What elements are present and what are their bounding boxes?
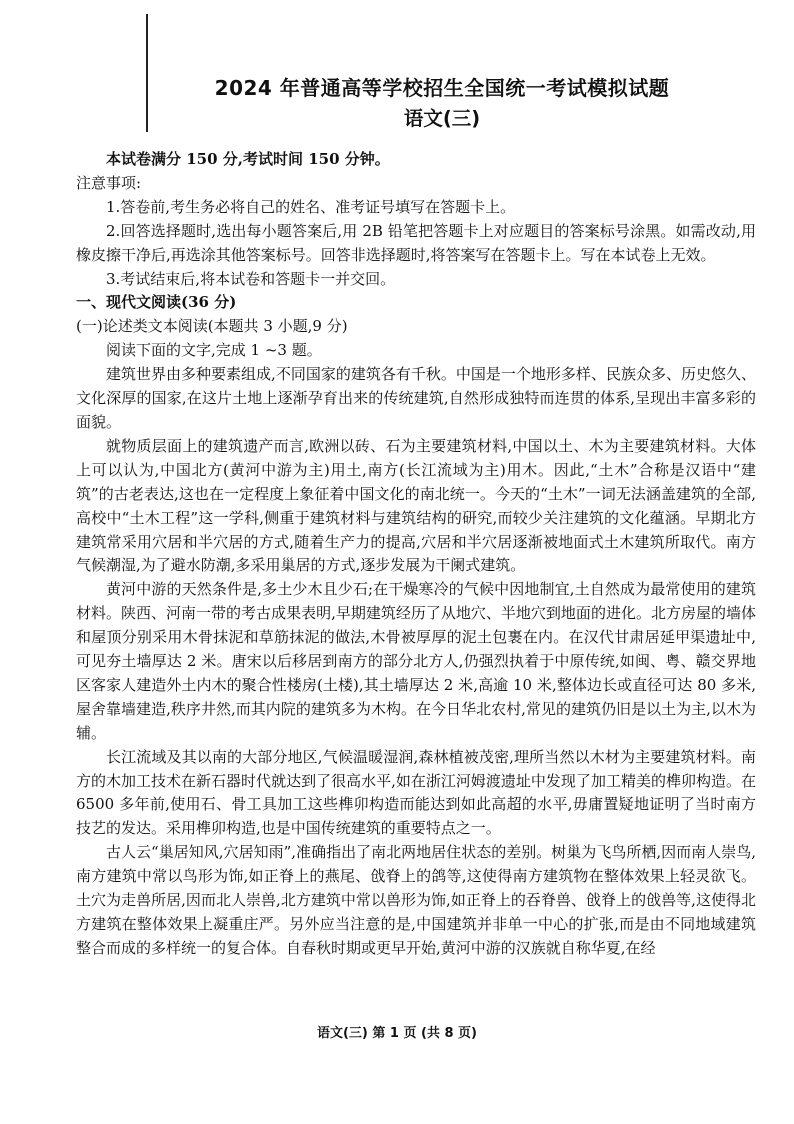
exam-header bbox=[0, 72, 794, 131]
exam-body bbox=[76, 148, 756, 961]
notice-item-1: 1.答卷前,考生务必将自己的姓名、准考证号填写在答题卡上。 bbox=[106, 197, 516, 216]
passage-paragraph-3: 黄河中游的天然条件是,多土少木且少石;在干燥寒冷的气候中因地制宜,土自然成为最常使用的建筑材料。陕西、河南一带的考古成果表明,早期建筑经历了从地穴、半地穴到地面的进化。北方房屋的墙体和屋顶分别采用木骨抹泥和草筋抹泥的做法,木骨被厚厚的泥土包裹在内。在汉代甘肃居延甲渠遗址中,可见夯土墙厚达 2 米。唐宋以后移居到南方的部分北方人,仍强烈执着于中原传统,如闽、粤、赣交界地区客家人建造外土内木的聚合性楼房(土楼),其土墙厚达 2 米,高逾 10 米,整体边长或直径可达 80 多米,屋舍靠墙建造,秩序井然,而其内院的建筑多为木构。在今日华北农村,常见的建筑仍旧是以土为主,以木为辅。 bbox=[76, 580, 756, 742]
passage-paragraph-4: 长江流域及其以南的大部分地区,气候温暖湿润,森林植被茂密,理所当然以木材为主要建筑材料。南方的木加工技术在新石器时代就达到了很高水平,如在浙江河姆渡遗址中发现了加工精美的榫卯构造。在 6500 多年前,使用石、骨工具加工这些榫卯构造而能达到如此高超的水平,毋庸置疑地证明了当时南方技艺的发达。采用榫卯构造,也是中国传统建筑的重要特点之一。 bbox=[76, 747, 756, 838]
passage-paragraph-1: 建筑世界由多种要素组成,不同国家的建筑各有千秋。中国是一个地形多样、民族众多、历史悠久、文化深厚的国家,在这片土地上逐渐孕育出来的传统建筑,自然形成独特而连贯的体系,呈现出丰富多彩的面貌。 bbox=[76, 365, 756, 431]
score-time-line: 本试卷满分 150 分,考试时间 150 分钟。 bbox=[106, 150, 390, 168]
exam-subtitle: 语文(三) bbox=[403, 107, 481, 130]
notice-item-3: 3.考试结束后,将本试卷和答题卡一并交回。 bbox=[106, 269, 396, 288]
passage-paragraph-5: 古人云“巢居知风,穴居知雨”,准确指出了南北两地居住状态的差别。树巢为飞鸟所栖,因而南人崇鸟,南方建筑中常以鸟形为饰,如正脊上的燕尾、戗脊上的鸽等,这使得南方建筑物在整体效果上轻灵欲飞。土穴为走兽所居,因而北人崇兽,北方建筑中常以兽形为饰,如正脊上的吞脊兽、戗脊上的戗兽等,这使得北方建筑在整体效果上凝重庄严。另外应当注意的是,中国建筑并非单一中心的扩张,而是由不同地域建筑整合而成的多样统一的复合体。自春秋时期或更早开始,黄河中游的汉族就自称华夏,在经 bbox=[76, 843, 756, 957]
notice-item-2: 2.回答选择题时,选出每小题答案后,用 2B 铅笔把答题卡上对应题目的答案标号涂黑。如需改动,用橡皮擦干净后,再选涂其他答案标号。回答非选择题时,将答案写在答题卡上。写在本试卷上无效。 bbox=[76, 221, 756, 264]
section-heading: 一、现代文阅读(36 分) bbox=[76, 293, 237, 312]
notice-label: 注意事项: bbox=[76, 173, 142, 192]
reading-instruction: 阅读下面的文字,完成 1 ~3 题。 bbox=[106, 341, 322, 360]
passage-paragraph-2: 就物质层面上的建筑遗产而言,欧洲以砖、石为主要建筑材料,中国以土、木为主要建筑材料。大体上可以认为,中国北方(黄河中游为主)用土,南方(长江流域为主)用木。因此,“土木”合称是汉语中“建筑”的古老表达,这也在一定程度上象征着中国文化的南北统一。今天的“土木”一词无法涵盖建筑的全部,高校中“土木工程”这一学科,侧重于建筑材料与建筑结构的研究,而较少关注建筑的文化蕴涵。早期北方建筑常采用穴居和半穴居的方式,随着生产力的提高,穴居和半穴居逐渐被地面式土木建筑所取代。南方气候潮湿,为了避水防潮,多采用巢居的方式,逐步发展为干阑式建筑。 bbox=[76, 436, 756, 575]
page-footer: 语文(三) 第 1 页 (共 8 页) bbox=[316, 1026, 477, 1041]
exam-title: 2024 年普通高等学校招生全国统一考试模拟试题 bbox=[214, 76, 670, 100]
subsection-heading: (一)论述类文本阅读(本题共 3 小题,9 分) bbox=[76, 317, 348, 336]
